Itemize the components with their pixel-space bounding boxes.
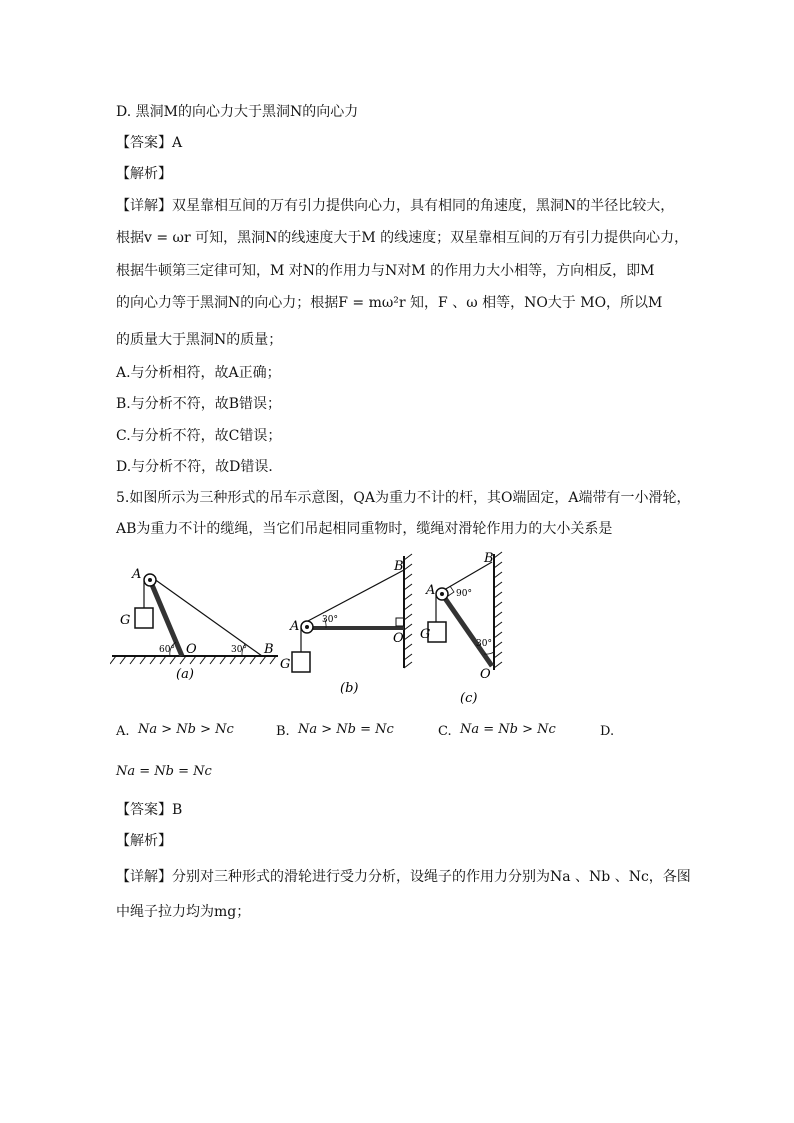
label-g: G [420,627,431,642]
text-line: 根据牛顿第三定律可知，M 对N的作用力与N对M 的作用力大小相等，方向相反，即M [116,263,655,279]
crane-figure-c [420,548,530,708]
option-a-label: A. [116,724,130,739]
option-c-label: C. [438,724,452,739]
label-o: O [186,642,197,657]
label-a: A [132,567,142,582]
wall-hatch [404,554,412,668]
ground-hatch [110,656,276,664]
label-b: B [394,559,404,574]
caption-a: (a) [176,667,194,682]
caption-b: (b) [340,681,359,696]
label-a: A [290,619,300,634]
rope-ab [444,562,492,590]
answer-label: 【答案】B [116,802,183,818]
text-line: 【解析】 [116,166,172,182]
option-b-label: B. [276,724,290,739]
text-line: 5.如图所示为三种形式的吊车示意图，QA为重力不计的杆，其O端固定，A端带有一小滑轮， [116,490,691,506]
option-d-label: D. [600,724,615,739]
angle-90: 90° [456,589,472,599]
text-line: D. 黑洞M的向心力大于黑洞N的向心力 [116,104,359,120]
crane-figure-b [280,548,420,698]
label-g: G [280,657,291,672]
rod-oa [442,594,492,666]
text-line: B.与分析不符，故B错误； [116,396,282,412]
option-d-expr: Na = Nb = Nc [116,764,212,779]
text-line: A.与分析相符，故A正确； [116,365,281,381]
label-b: B [484,551,494,566]
rope-ab [306,570,404,622]
angle-30: 30° [322,615,338,625]
label-o: O [393,631,404,646]
text-line: D.与分析不符，故D错误． [116,459,283,475]
angle-30: 30° [231,645,247,655]
wall-hatch [494,552,502,668]
option-b-expr: Na > Nb = Nc [298,722,394,737]
angle-30: 30° [476,639,492,649]
text-line: AB为重力不计的缆绳，当它们吊起相同重物时，缆绳对滑轮作用力的大小关系是 [116,521,613,537]
analysis-label: 【解析】 [116,833,172,849]
caption-c: (c) [460,691,478,706]
text-line: C.与分析不符，故C错误； [116,428,282,444]
detail-line: 【详解】分别对三种形式的滑轮进行受力分析，设绳子的作用力分别为Na 、Nb 、Nc，各图 [116,869,691,885]
weight-g [428,622,446,642]
label-o: O [480,667,491,682]
text-line: 【答案】A [116,135,183,151]
label-a: A [426,583,436,598]
detail-line: 中绳子拉力均为mg； [116,904,251,920]
text-line: 【详解】双星靠相互间的万有引力提供向心力，具有相同的角速度，黑洞N的半径比较大， [116,198,675,214]
text-line: 的质量大于黑洞N的质量； [116,332,283,348]
label-b: B [264,642,274,657]
option-c-expr: Na = Nb > Nc [460,722,556,737]
text-line: 的向心力等于黑洞N的向心力；根据F = mω²r 知，F 、ω 相等，NO大于 MO，所以M [116,295,663,311]
label-g: G [120,613,131,628]
weight-g [292,652,310,672]
option-a-expr: Na > Nb > Nc [138,722,234,737]
angle-60: 60° [159,645,175,655]
weight-g [135,608,153,628]
crane-figure-a [110,548,280,688]
text-line: 根据v = ωr 可知，黑洞N的线速度大于M 的线速度；双星靠相互间的万有引力提供向心力， [116,230,689,246]
right-angle-mark [396,618,404,626]
